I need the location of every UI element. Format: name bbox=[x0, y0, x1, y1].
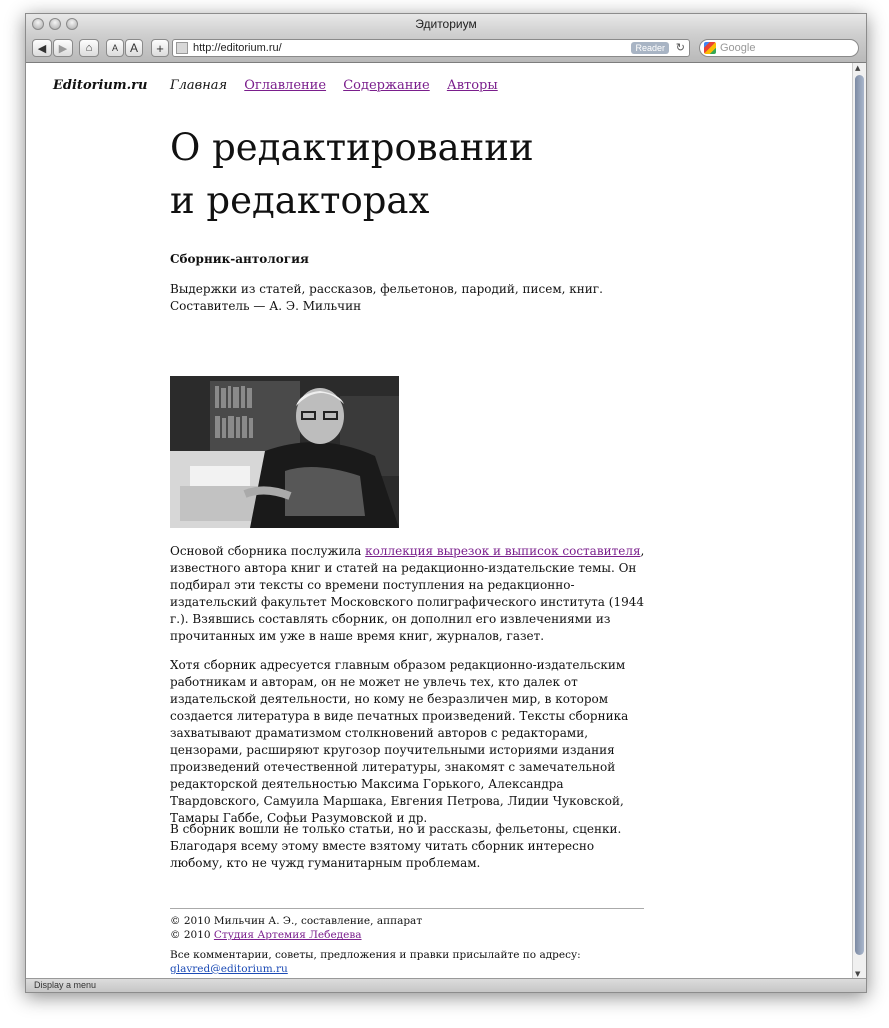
search-field[interactable] bbox=[699, 39, 859, 57]
book-intro bbox=[170, 281, 630, 315]
intro-line-2: Составитель — А. Э. Мильчин bbox=[170, 299, 362, 313]
nav-item-content[interactable]: Содержание bbox=[343, 78, 430, 93]
contact-text: Все комментарии, советы, предложения и правки присылайте по адресу: bbox=[170, 949, 581, 961]
window-title: Эдиториум bbox=[415, 17, 477, 31]
nav-item-home: Главная bbox=[170, 78, 228, 93]
paragraph-1-start: Основой сборника послужила bbox=[170, 544, 366, 558]
copyright-compiler: © 2010 Мильчин А. Э., составление, аппарат bbox=[170, 915, 423, 927]
google-icon bbox=[704, 42, 716, 54]
forward-button[interactable]: ▶ bbox=[53, 39, 73, 57]
browser-toolbar bbox=[26, 34, 866, 63]
footer-copyright bbox=[170, 914, 645, 942]
page-title bbox=[170, 121, 650, 227]
scroll-up-icon[interactable]: ▲ bbox=[855, 64, 861, 72]
footer-contact bbox=[170, 948, 645, 976]
add-bookmark-button[interactable]: + bbox=[151, 39, 169, 57]
back-button[interactable]: ◀ bbox=[32, 39, 52, 57]
nav-item-authors[interactable]: Авторы bbox=[446, 78, 498, 93]
title-line-2: и редакторах bbox=[170, 179, 430, 222]
title-bar bbox=[26, 14, 866, 34]
url-text[interactable]: http://editorium.ru/ bbox=[193, 42, 282, 54]
home-button[interactable]: ⌂ bbox=[79, 39, 99, 57]
copyright-studio-prefix: © 2010 bbox=[170, 929, 214, 941]
browser-window bbox=[25, 13, 867, 993]
footer-divider bbox=[170, 908, 644, 909]
vertical-scrollbar[interactable] bbox=[852, 63, 866, 979]
author-photo bbox=[170, 376, 399, 528]
paragraph-1 bbox=[170, 543, 645, 645]
scroll-down-icon[interactable]: ▼ bbox=[855, 970, 861, 978]
paragraph-1-end: , известного автора книг и статей на редакционно-издательские темы. Он подбирал эти тексты со времени поступления на редакционно-издательский факультет Московского полиграфического института (1944 г.). Взявшись составлять сборник, он дополнил его извлечениями из прочитанных им уже в наше время книг, журналов, газет. bbox=[170, 544, 645, 643]
collection-link[interactable]: коллекция вырезок и выписок составителя bbox=[365, 544, 641, 558]
paragraph-2: Хотя сборник адресуется главным образом редакционно-издательским работникам и авторам, он не может не увлечь тех, кто далек от издательской деятельности, но кому не безразличен мир, в котором создается литература в виде печатных произведений. Тексты сборника захватывают драматизмом столкновений авторов с редакторами, цензорами, расширяют кругозор поучительными историями издания произведений отечественной литературы, знакомят с замечательной редакторской деятельностью Максима Горького, Александра Твардовского, Самуила Маршака, Евгения Петрова, Лидии Чуковской, Тамары Габбе, Софьи Разумовской и др. bbox=[170, 658, 629, 825]
status-bar bbox=[26, 978, 866, 992]
address-bar[interactable] bbox=[172, 39, 690, 57]
book-subtitle: Сборник-антология bbox=[170, 252, 309, 266]
title-line-1: О редактировании bbox=[170, 126, 534, 169]
author-photo-image bbox=[170, 376, 399, 528]
favicon-icon bbox=[176, 42, 188, 54]
scrollbar-thumb[interactable] bbox=[855, 75, 864, 955]
status-text: Display a menu bbox=[34, 980, 97, 990]
page-content bbox=[26, 63, 852, 979]
nav-item-contents[interactable]: Оглавление bbox=[244, 78, 327, 93]
paragraph-3: В сборник вошли не только статьи, но и рассказы, фельетоны, сценки. Благодаря всему этому вместе взятому читать сборник интересно любому, кто не чужд гуманитарным проблемам. bbox=[170, 822, 622, 870]
search-placeholder: Google bbox=[720, 42, 756, 54]
text-smaller-button[interactable]: A bbox=[106, 39, 124, 57]
intro-line-1: Выдержки из статей, рассказов, фельетонов, пародий, писем, книг. bbox=[170, 282, 603, 296]
studio-link[interactable]: Студия Артемия Лебедева bbox=[213, 929, 362, 941]
text-larger-button[interactable]: A bbox=[125, 39, 143, 57]
contact-email-link[interactable]: glavred@editorium.ru bbox=[170, 963, 288, 975]
reader-button[interactable]: Reader bbox=[631, 42, 669, 54]
reload-icon[interactable]: ↻ bbox=[675, 42, 685, 54]
site-logo[interactable]: Editorium.ru bbox=[53, 78, 148, 93]
main-nav bbox=[170, 78, 511, 93]
